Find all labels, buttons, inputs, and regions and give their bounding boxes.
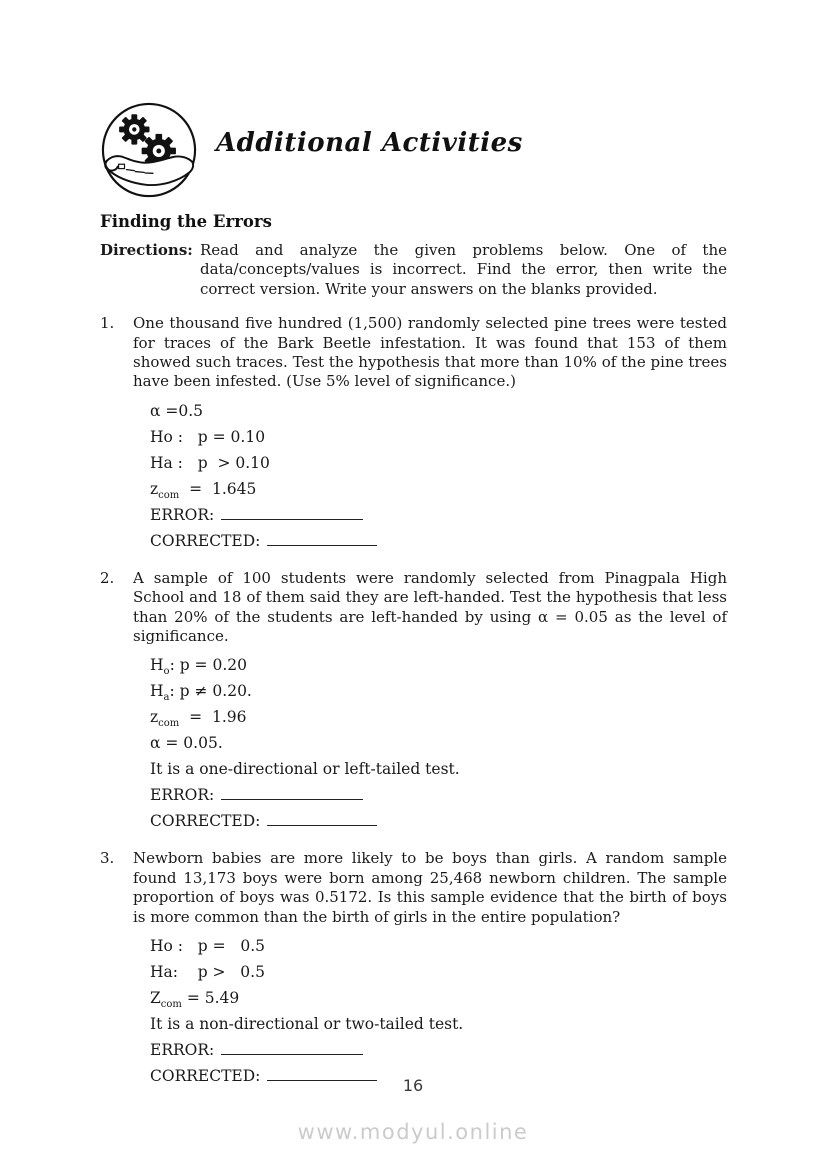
null-hypothesis-line: Ho : p = 0.10 [150,427,266,446]
alt-hypothesis-line: $H_a$: p ≠ 0.20. [150,682,252,704]
error-label: ERROR: [150,1041,215,1060]
alt-hypothesis-line: Ha: p > 0.5 [150,963,265,982]
error-line [150,782,727,808]
z-value-line: $z_{com} = 1.96$ [150,708,247,730]
alpha-line: α = 0.05. [150,734,223,753]
z-value-line: $Z_{com} = 5.49$ [150,989,240,1011]
corrected-line [150,528,727,554]
null-hypothesis-line: Ho : p = 0.5 [150,937,266,956]
header [100,100,727,200]
problem-text: Newborn babies are more likely to be boys than girls. A random sample found 13,173 boys were born among 25,468 newborn children. The sample proportion of boys was 0.5172. Is this sample evidence that the birth of boys is more common than the birth of girls in the entire population? [133,849,727,926]
test-type-line: It is a one-directional or left-tailed test. [150,760,460,779]
problem-number: 3. [100,849,115,868]
gears-in-hand-icon [100,101,198,199]
gear-icon [119,114,149,144]
corrected-label: CORRECTED: [150,812,261,831]
watermark: www.modyul.online [297,1120,529,1144]
corrected-line [150,808,727,834]
page-number: 16 [402,1076,424,1095]
problem-3 [100,849,727,1089]
error-line [150,1037,727,1063]
error-line [150,502,727,528]
error-answer-blank [221,786,363,800]
corrected-answer-blank [267,532,377,546]
problem-number: 2. [100,568,115,587]
null-hypothesis-line: $H_o$: p = 0.20 [150,656,247,678]
corrected-label: CORRECTED: [150,1067,261,1086]
corrected-label: CORRECTED: [150,531,261,550]
problem-2 [100,569,727,835]
problem-text: A sample of 100 students were randomly selected from Pinagpala High School and 18 of them said they are left-handed. Test the hypothesis that less than 20% of the students are left-handed by using α = 0.05 as the level of significance. [133,568,727,646]
problem-number: 1. [100,314,115,333]
z-value-line: $z_{com} = 1.645$ [150,479,257,501]
directions-text: Read and analyze the given problems below. One of the data/concepts/values is incorrect. Find the error, then write the correct version. Write your answers on the blanks provided. [200,241,727,298]
section-heading: Finding the Errors [100,212,272,231]
error-label: ERROR: [150,505,215,524]
error-answer-blank [221,506,363,520]
test-type-line: It is a non-directional or two-tailed test. [150,1015,464,1034]
page-title: Additional Activities [216,128,523,158]
directions [100,241,727,299]
problem-1 [100,314,727,554]
error-answer-blank [221,1041,363,1055]
corrected-answer-blank [267,812,377,826]
alpha-line: α =0.5 [150,401,204,420]
directions-label: Directions: [100,241,193,259]
alt-hypothesis-line: Ha : p > 0.10 [150,453,270,472]
problem-text: One thousand five hundred (1,500) randomly selected pine trees were tested for traces of the Bark Beetle infestation. It was found that 153 of them showed such traces. Test the hypothesis that more than 10% of the pine trees have been infested. (Use 5% level of significance.) [133,314,727,391]
error-label: ERROR: [150,786,215,805]
